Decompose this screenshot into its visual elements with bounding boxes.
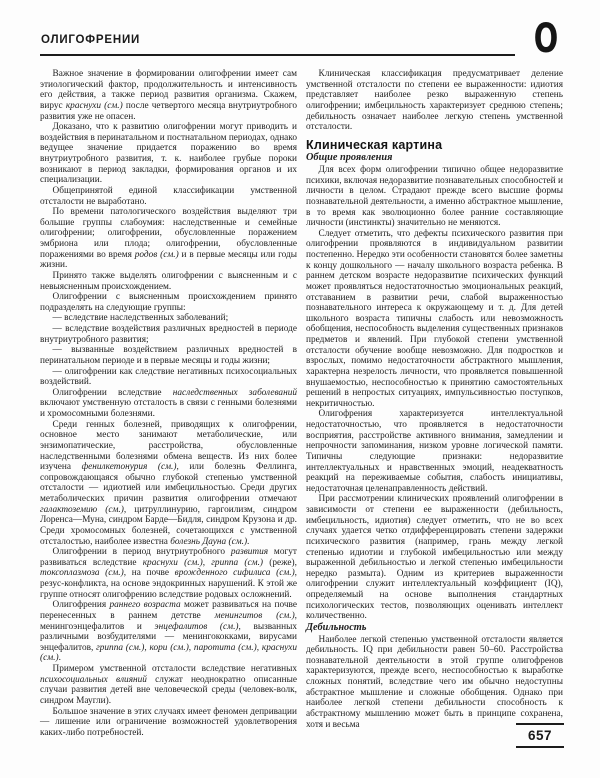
text-run: , менингоэнцефалитов и	[40, 610, 297, 632]
text-run-italic: фенилкетонурия (см.)	[81, 462, 177, 473]
paragraph	[306, 229, 563, 410]
text-run: , на почве	[123, 568, 175, 579]
paragraph	[40, 292, 297, 313]
text-run-italic: кори (см.)	[149, 642, 189, 653]
paragraph	[40, 707, 297, 739]
page-footer	[516, 723, 564, 748]
text-run: , цитруллинурию, гаргоилизм, синдром Лоренса—Муна, синдром Барде—Бидля, синдром Крузона и др. Среди хромосомных болезней, сочетающихся с умственной отсталостью, наиболее известна	[40, 504, 297, 547]
text-run: Доказано, что к развитию олигофрении могут приводить и воздействия в перинатальном и постнатальном периодах, однако ведущее значение придается поражению во время внутриутробного развития, т. к. наиболее грубые пороки возникают в период закладки, формирования органов и их специализации.	[40, 122, 297, 186]
text-run: Примером умственной отсталости вследствие негативных	[52, 664, 297, 674]
text-run-italic: гриппа (см.)	[96, 642, 145, 653]
text-run-italic: краснухи (см.)	[40, 642, 298, 664]
running-head	[40, 18, 515, 56]
text-run: Олигофрении с выясненным происхождением принято подразделять на следующие группы:	[40, 292, 297, 313]
text-run: после четвертого месяца внутриутробного развития уже не опасен.	[40, 100, 297, 122]
paragraph	[40, 313, 297, 324]
paragraph	[40, 186, 297, 207]
text-run: включают умственную отсталость в связи с генными болезнями и хромосомными болезнями.	[40, 398, 297, 419]
paragraph	[306, 409, 563, 494]
text-run: Олигофрения	[52, 600, 110, 611]
text-run: ,	[144, 642, 150, 653]
text-run: — вызванные воздействием различных вредностей в перинатальном периоде и в первые месяцы и годы жизни;	[40, 345, 297, 366]
text-run: Следует отметить, что дефекты психического развития при олигофрении проявляются в индивидуальном развитии постепенно. Нередко эти особенности становятся более заметны к концу дошкольного — началу школьного возраста ребенка. В раннем детском возрасте недоразвитие психических функций может проявляться недостаточностью эмоциональных реакций, отставанием в развитии речи, слабой выраженностью познавательного интереса к окружающему и т. д. Для детей школьного возраста типичны слабость или невозможность обобщения, неспособность выделения существенных признаков предметов и явлений. При глубокой степени умственной отсталости обучение вообще невозможно. Для подростков и взрослых, помимо недостаточности абстрактного мышления, характерна незрелость личности, что проявляется повышенной внушаемостью, неспособностью к принятию самостоятельных решений в непростых ситуациях, импульсивностью поступков, некритичностью.	[306, 228, 563, 409]
text-run: Для всех форм олигофрении типично общее недоразвитие психики, включая недоразвитие познавательных способностей и личности в целом. Страдают прежде всего высшие формы познавательной деятельности, а именно абстрактное мышление, в то время как эволюционно более ранние составляющие личности (инстинкты) значительно не меняются.	[306, 165, 563, 229]
text-run-italic: краснухи (см.)	[65, 100, 123, 111]
text-run: — вследствие воздействия различных вредностей в периоде внутриутробного развития;	[40, 324, 297, 345]
text-run-italic: развития	[230, 547, 269, 558]
text-run: служат неоднократно описанные случаи развития детей вне человеческой среды (человек-волк, синдром Маугли).	[40, 674, 298, 706]
text-run: Наиболее легкой степенью умственной отсталости является дебильность. IQ при дебильности равен 50–60. Расстройства познавательной деятельности в этой группе олигофренов характеризуются, прежде всего, неспособностью к выработке сложных понятий, вследствие чего им обычно недоступны абстрактное мышление и сложные обобщения. Однако при наиболее легкой степени дебильности способность к абстрактному мышлению может быть в принципе сохранена, хотя и весьма	[306, 634, 563, 730]
text-run-italic: психосоциальных влияний	[40, 674, 147, 685]
column-left	[40, 69, 297, 738]
text-run-italic: галактоземию (см.)	[40, 504, 124, 515]
text-run: , резус-конфликта, на основе эндокринных нарушений. К этой же группе относят олигофрению вследствие родовых осложнений.	[40, 568, 297, 600]
text-run: Принято также выделять олигофрении с выясненным и с невыясненным происхождением.	[40, 270, 297, 292]
text-run: .	[247, 536, 250, 547]
paragraph	[40, 345, 297, 366]
paragraph	[306, 494, 563, 622]
text-run: , или болезнь Феллинга, сопровождающаяся обычно глубокой степенью умственной отсталости — идиотией или имбецильностью. Среди других метаболических причин развития олигофрении отмечают	[40, 462, 297, 504]
paragraph	[306, 635, 563, 731]
paragraph	[40, 600, 297, 664]
page-header	[40, 16, 563, 62]
subsection-heading: Дебильность	[306, 621, 367, 633]
text-run: (реже),	[263, 557, 297, 568]
text-columns	[40, 69, 563, 738]
paragraph	[40, 122, 297, 186]
text-run: Общепринятой единой классификации умственной отсталости не выработано.	[40, 185, 297, 207]
text-run: — вследствие наследственных заболеваний;	[52, 313, 229, 324]
text-run: Среди генных болезней, приводящих к олигофрении, основное место занимают метаболические, или энзимопатические, расстройства, обусловленные наследственными болезнями обмена веществ. Из них более изучена	[40, 419, 297, 473]
text-run-italic: родов (см.)	[134, 249, 179, 260]
paragraph	[40, 547, 297, 600]
text-run: Олигофрении вследствие	[52, 387, 173, 398]
paragraph	[306, 69, 563, 133]
text-run-italic: паротита (см.)	[193, 642, 257, 653]
paragraph	[40, 69, 297, 122]
subsection-heading: Общие проявления	[306, 152, 393, 164]
text-run-italic: раннего возраста	[109, 600, 181, 611]
text-run: Большое значение в этих случаях имеет феномен депривации — лишение или ограничение возможностей удовлетворения каких-либо потребностей.	[40, 706, 297, 738]
text-run: При рассмотрении клинических проявлений олигофрении в зависимости от степени ее выраженности (дебильность, имбецильность, идиотия) следует отметить, что не во всех случаях удается четко отдифференцировать степени задержки психического развития (например, грань между легкой степенью идиотии и глубокой имбецильностью или между выраженной дебильностью и легкой степенью имбецильности нередко размыта). Одним из критериев выраженности олигофрении служит интеллектуальный коэффициент (IQ), определяемый на основе выполнения стандартных психологических тестов, позволяющих оценивать интеллект количественно.	[306, 494, 563, 622]
text-run: может развиваться на почве перенесенных в раннем детстве	[40, 600, 297, 621]
text-run-italic: токсоплазмоза (см.)	[40, 568, 124, 579]
text-run-italic: врожденного сифилиса (см.)	[174, 568, 295, 579]
paragraph	[40, 420, 297, 548]
paragraph	[306, 165, 563, 229]
section-heading: Клиническая картина	[306, 137, 443, 152]
text-run: ,	[256, 642, 262, 653]
text-run: Клиническая классификация предусматривает деление умственной отсталости по степени ее выраженности: идиотия представляет наиболее резко выраженную степень олигофрении; имбецильность характеризует среднюю степень; дебильность означает наиболее легкую степень умственной отсталости.	[306, 69, 563, 133]
text-run: могут развиваться вследствие	[40, 547, 297, 568]
page-number: 657	[516, 723, 564, 748]
text-run: и в первые месяцы или годы жизни.	[40, 249, 298, 271]
running-head-title: ОЛИГОФРЕНИИ	[41, 34, 141, 46]
text-run: — олигофрении как следствие негативных психосоциальных воздействий.	[40, 366, 297, 388]
paragraph	[40, 324, 297, 345]
text-run: Олигофрения характеризуется интеллектуальной недостаточностью, что проявляется в недостаточности восприятия, расстройстве активного внимания, замедлении и непрочности запоминания, низком уровне логической памяти. Типичны следующие признаки: недоразвитие интеллектуальных и нравственных эмоций, неадекватность реакций на переживаемые события, слабость инициативы, недостаточная целенаправленность действий.	[306, 409, 563, 494]
text-run: По времени патологического воздействия выделяют три большие группы слабоумия: наследственные и семейные олигофрении; олигофрении, обусловленные поражением эмбриона или плода; олигофрении, обусловленные поражениями во время	[40, 207, 297, 260]
text-run-italic: краснухи (см.)	[142, 557, 203, 568]
text-run-italic: болезнь Дауна (см.)	[170, 536, 248, 547]
section-letter: О	[533, 16, 559, 62]
paragraph	[40, 367, 297, 388]
paragraph	[40, 664, 297, 707]
text-run: .	[58, 653, 61, 664]
text-run-italic: менингитов (см.)	[214, 610, 295, 621]
text-run-italic: наследственных заболеваний	[172, 387, 297, 398]
text-run-italic: энцефалитов (см.)	[154, 621, 239, 632]
text-run: ,	[202, 557, 212, 568]
paragraph	[40, 207, 297, 271]
paragraph	[40, 388, 297, 420]
text-run: Важное значение в формировании олигофрении имеет сам этиологический фактор, продолжительность и интенсивность его действия, а также период развития организма. Скажем, вирус	[40, 69, 297, 111]
paragraph	[40, 271, 297, 292]
text-run: , вызванных различными возбудителями — менингококками, вирусами энцефалитов,	[40, 621, 297, 653]
text-run-italic: гриппа (см.)	[211, 557, 263, 568]
text-run: ,	[188, 642, 194, 653]
column-right	[306, 69, 563, 738]
text-run: Олигофрении в период внутриутробного	[52, 547, 231, 558]
